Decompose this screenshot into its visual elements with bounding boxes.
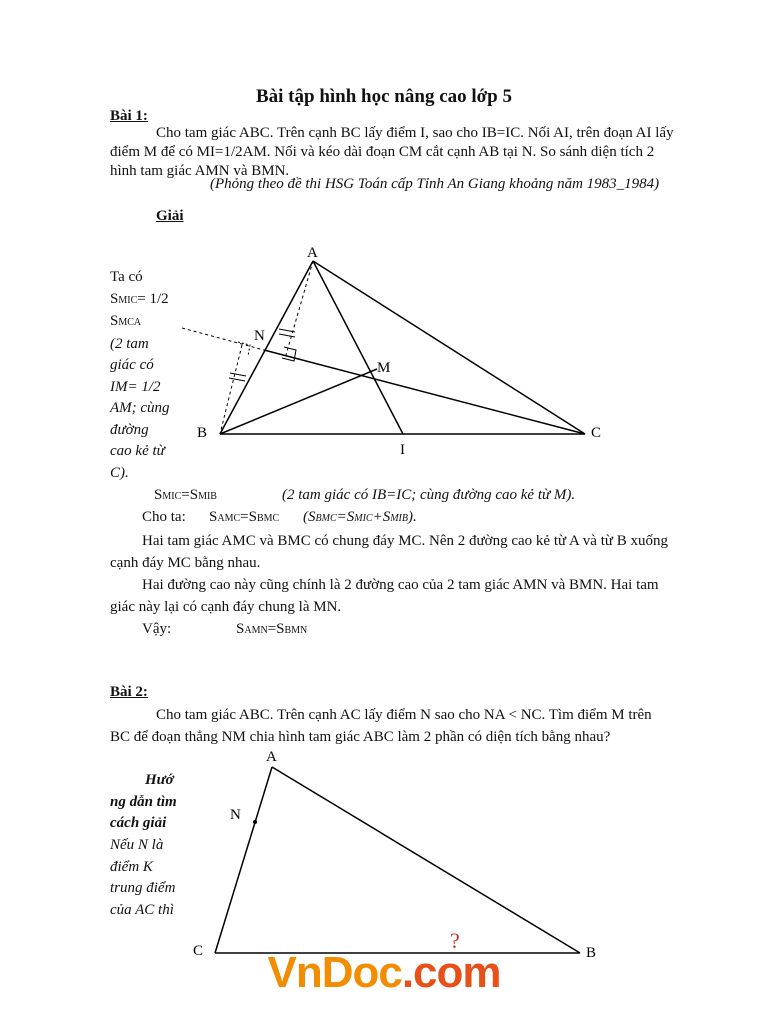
note-text: =S [336, 509, 355, 525]
area-symbol: =S [181, 487, 199, 503]
equation-note-1: (2 tam giác có IB=IC; cùng đường cao kẻ từ M). [282, 487, 576, 503]
extension-dashed [182, 328, 264, 350]
area-symbol: S [110, 313, 119, 329]
area-subscript: MIB [390, 513, 408, 524]
point-n [253, 820, 257, 824]
side-line: (2 tam [110, 335, 149, 352]
tick-mark [279, 334, 295, 337]
side-line: C). [110, 464, 129, 481]
bai1-source: (Phỏng theo đề thi HSG Toán cấp Tỉnh An Giang khoảng năm 1983_1984) [210, 176, 660, 192]
tick-mark [230, 373, 246, 376]
area-subscript: BMN [284, 625, 308, 636]
label-b: B [197, 425, 208, 441]
triangle-figure-2 [180, 745, 610, 970]
side-line: IM= 1/2 [110, 378, 161, 395]
hint-line: điểm K [110, 858, 153, 875]
question-mark: ? [450, 928, 460, 953]
label-c: C [591, 425, 602, 441]
bai2-problem: Cho tam giác ABC. Trên cạnh AC lấy điểm N sao cho NA < NC. Tìm điểm M trên BC để đoạn thẳng NM chia hình tam giác ABC làm 2 phần có diện tích bằng nhau? [110, 707, 652, 745]
label-a: A [266, 749, 277, 765]
area-subscript: MIC [354, 513, 373, 524]
height-from-b [220, 345, 242, 434]
segment-cn [264, 350, 585, 434]
solution-heading: Giải [156, 208, 184, 224]
label-m: M [377, 360, 391, 376]
note-text: ). [407, 509, 417, 525]
equation-prefix: Cho ta: [142, 509, 186, 525]
area-symbol: S [154, 487, 163, 503]
note-text: (S [303, 509, 316, 525]
equation-line-1 [154, 485, 217, 507]
equation-note-2 [303, 507, 417, 529]
tick-mark [229, 378, 245, 381]
area-symbol: S [110, 290, 119, 307]
area-subscript: MIC [162, 491, 182, 502]
vndoc-logo [0, 948, 768, 998]
triangle-figure-1 [170, 240, 620, 460]
hint-line: Hướ [145, 772, 174, 788]
hint-line: của AC thì [110, 901, 174, 918]
area-symbol: S [209, 509, 218, 525]
area-subscript: MIB [198, 491, 217, 502]
area-symbol: =S [267, 621, 285, 637]
side-line: cao kẻ từ [110, 443, 165, 459]
segment-bm [220, 369, 377, 434]
segment-ai [313, 261, 403, 434]
equation-line-2 [209, 507, 279, 529]
side-ab [272, 767, 580, 953]
label-b: B [586, 945, 597, 961]
area-symbol: =S [240, 509, 257, 525]
side-ac [313, 261, 585, 434]
side-line: giác có [110, 357, 154, 373]
label-n: N [230, 807, 241, 823]
area-subscript: BMC [256, 513, 280, 524]
area-subscript: AMN [244, 625, 268, 636]
page-title: Bài tập hình học nâng cao lớp 5 [255, 86, 512, 107]
label-a: A [307, 245, 318, 261]
area-subscript: BMC [315, 513, 337, 524]
bai2-heading: Bài 2: [110, 684, 148, 700]
hint-line: Nếu N là [110, 837, 164, 853]
side-line: AM; cùng [110, 400, 170, 416]
area-subscript: MIC [118, 294, 138, 306]
side-ac [215, 767, 272, 953]
area-subscript: MCA [118, 317, 142, 328]
right-angle-mark [282, 347, 296, 361]
bai1-para1: Hai tam giác AMC và BMC có chung đáy MC. Nên 2 đường cao kẻ từ A và từ B xuống cạnh đáy MC bằng nhau. [110, 533, 669, 571]
logo-com: .com [401, 948, 501, 997]
bai1-problem: Cho tam giác ABC. Trên cạnh BC lấy điểm I, sao cho IB=IC. Nối AI, trên đoạn AI lấy điểm M để có MI=1/2AM. Nối và kéo dài đoạn CM cắt cạnh AB tại N. So sánh diện tích 2 hình tam giác AMN và BMN. [110, 125, 674, 179]
bai1-heading: Bài 1: [110, 108, 148, 124]
side-ab [220, 261, 313, 434]
hint-line: ng dẫn tìm [110, 793, 177, 810]
label-c: C [193, 943, 204, 959]
area-symbol: S [236, 621, 245, 637]
conclusion-equation [236, 619, 307, 641]
side-line: đường [110, 421, 149, 438]
side-line: Ta có [110, 269, 143, 285]
height-from-a [286, 261, 313, 355]
label-i: I [400, 442, 405, 458]
hint-line: cách giải [110, 815, 167, 831]
area-subscript: AMC [217, 513, 241, 524]
conclusion-prefix: Vậy: [142, 621, 172, 637]
side-text: = 1/2 [137, 290, 169, 307]
label-n: N [254, 328, 265, 344]
hint-line: trung điểm [110, 880, 176, 896]
right-angle-mark-2 [238, 342, 250, 356]
bai1-para2: Hai đường cao này cũng chính là 2 đường cao của 2 tam giác AMN và BMN. Hai tam giác này lại có cạnh đáy chung là MN. [110, 577, 659, 615]
logo-vn: Vn [267, 948, 322, 997]
note-text: +S [372, 509, 391, 525]
logo-doc: Doc [321, 948, 402, 997]
